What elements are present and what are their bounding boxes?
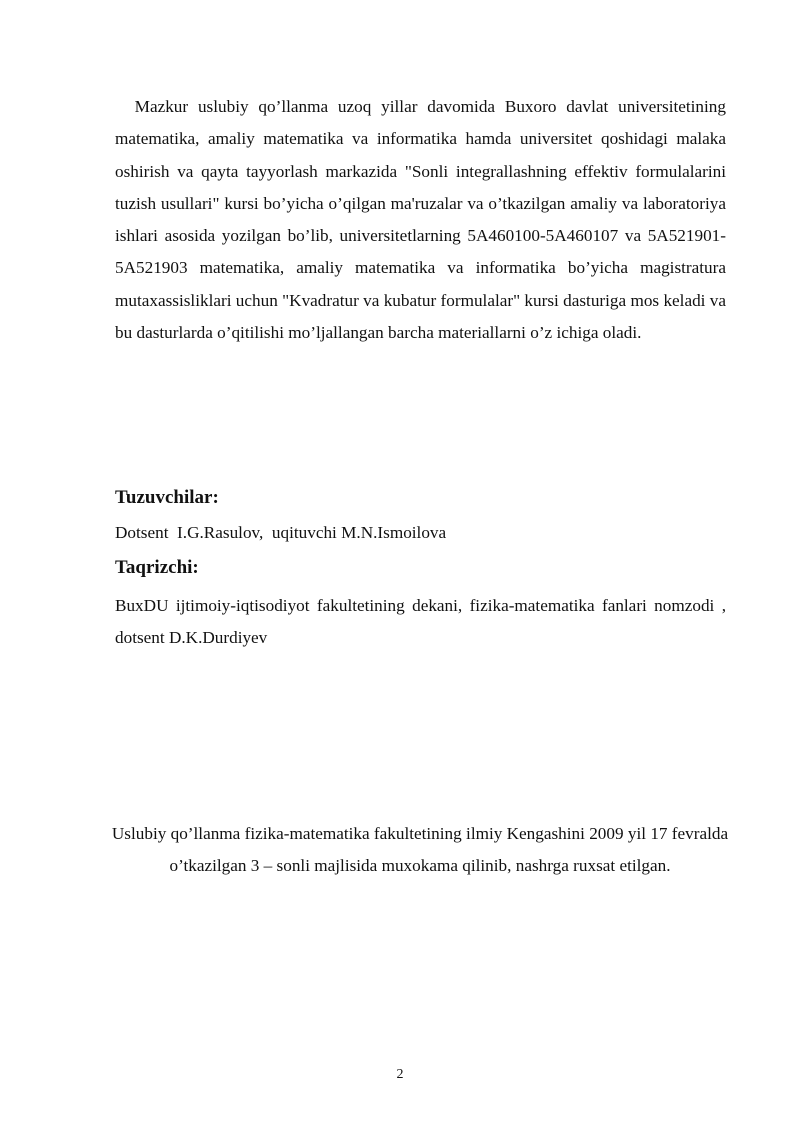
intro-paragraph: Mazkur uslubiy qo’llanma uzoq yillar davomida Buxoro davlat universitetining matematika, amaliy matematika va informatika hamda universitet qoshidagi malaka oshirish va qayta tayyorlash markazida "Sonli integrallashning effektiv formulalarini tuzish usullari" kursi bo’yicha o’qilgan ma'ruzalar va o’tkazilgan amaliy va laboratoriya ishlari asosida yozilgan bo’lib, universitetlarning 5A460100-5A460107 va 5A521901-5A521903 matematika, amaliy matematika va informatika bo’yicha magistratura mutaxassisliklari uchun "Kvadratur va kubatur formulalar" kursi dasturiga mos keladi va bu dasturlarda o’qitilishi mo’ljallangan barcha materiallarni o’z ichiga oladi. <box>115 97 726 343</box>
compilers-heading: Tuzuvchilar: <box>115 487 219 508</box>
reviewer-heading: Taqrizchi: <box>115 557 199 578</box>
approval-paragraph: Uslubiy qo’llanma fizika-matematika fakultetining ilmiy Kengashini 2009 yil 17 fevralda o’tkazilgan 3 – sonli majlisida muxokama qilinib, nashrga ruxsat etilgan. <box>111 824 729 876</box>
page-number: 2 <box>396 1067 404 1082</box>
compilers-names: Dotsent I.G.Rasulov, uqituvchi M.N.Ismoilova <box>115 523 447 542</box>
reviewer-paragraph: BuxDU ijtimoiy-iqtisodiyot fakultetining dekani, fizika-matematika fanlari nomzodi , dotsent D.K.Durdiyev <box>115 596 726 648</box>
